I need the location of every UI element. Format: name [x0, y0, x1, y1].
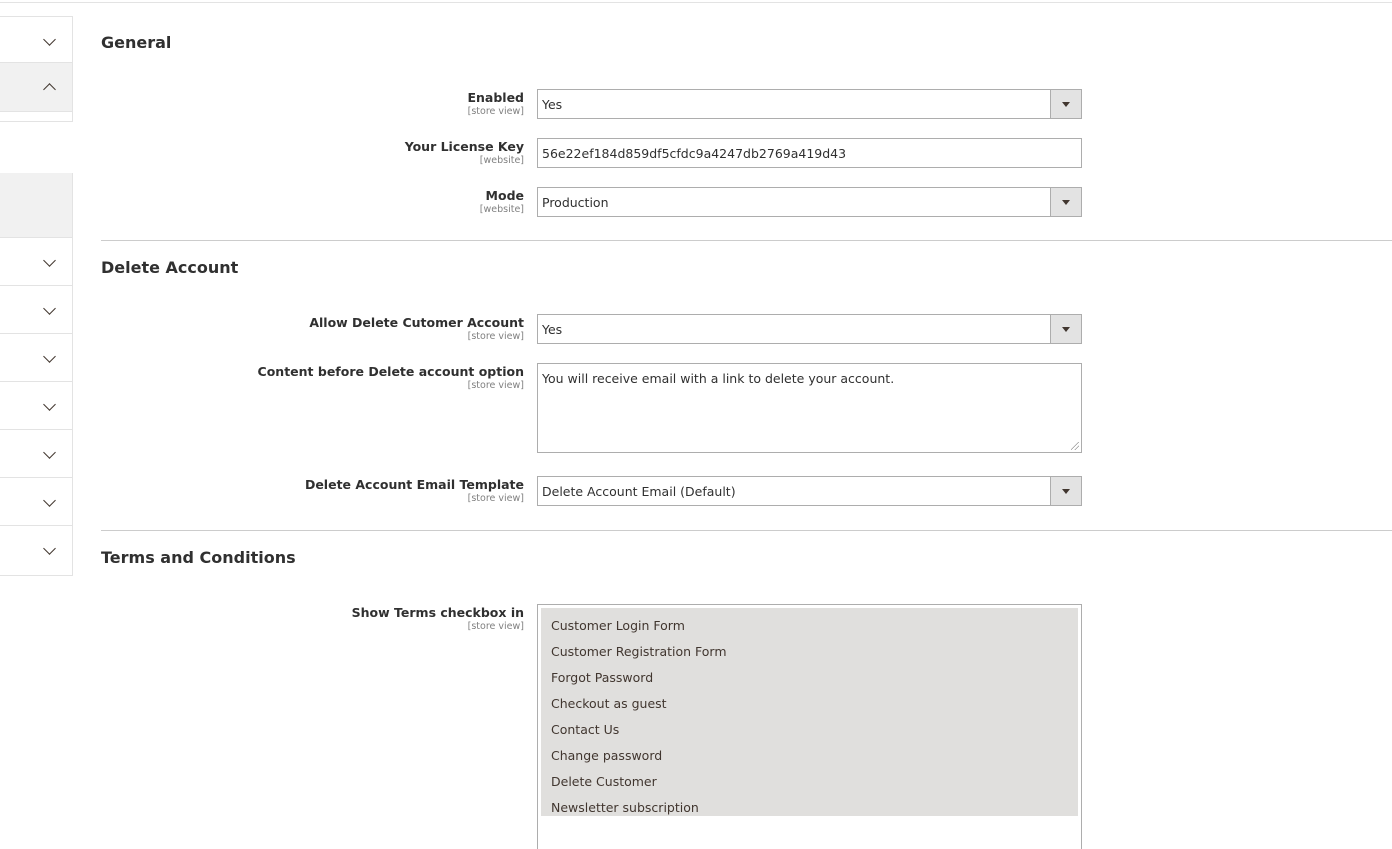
section-title-general[interactable]: General [101, 33, 172, 52]
mode-label [480, 188, 524, 215]
sidebar-active-subitem[interactable] [0, 173, 73, 238]
chevron-down-icon [43, 302, 56, 315]
show-terms-label [352, 605, 524, 632]
chevron-down-icon [43, 398, 56, 411]
dropdown-arrow-icon [1050, 90, 1081, 118]
license-scope: [website] [479, 155, 524, 166]
license-label-text: Your License Key [404, 139, 524, 154]
email-template-select[interactable] [537, 476, 1082, 506]
chevron-down-icon [43, 33, 56, 46]
section-divider [101, 240, 1392, 241]
mode-label-text: Mode [485, 188, 524, 203]
list-item[interactable]: Change password [551, 748, 663, 763]
sidebar-item-3[interactable] [0, 238, 73, 286]
list-item[interactable]: Customer Login Form [551, 618, 685, 633]
resize-grip-icon[interactable] [1071, 442, 1079, 450]
license-key-input[interactable] [537, 138, 1082, 168]
list-item[interactable]: Delete Customer [551, 774, 657, 789]
sidebar-item-1[interactable] [0, 16, 73, 63]
section-divider [101, 530, 1392, 531]
enabled-value: Yes [542, 97, 563, 112]
show-terms-label-text: Show Terms checkbox in [351, 605, 524, 620]
config-sidebar [0, 0, 74, 845]
enabled-label-text: Enabled [467, 90, 524, 105]
content-before-label-text: Content before Delete account option [257, 364, 524, 379]
chevron-down-icon [43, 542, 56, 555]
chevron-down-icon [43, 254, 56, 267]
dropdown-arrow-icon [1050, 315, 1081, 343]
mode-select[interactable] [537, 187, 1082, 217]
show-terms-multiselect[interactable] [537, 604, 1082, 849]
sidebar-item-5[interactable] [0, 334, 73, 382]
license-label [405, 139, 524, 166]
content-before-scope: [store view] [467, 380, 524, 391]
chevron-down-icon [43, 494, 56, 507]
sidebar-item-9[interactable] [0, 526, 73, 576]
list-item[interactable]: Checkout as guest [551, 696, 667, 711]
dropdown-arrow-icon [1050, 188, 1081, 216]
allow-delete-scope: [store view] [467, 331, 524, 342]
allow-delete-label [309, 315, 524, 342]
email-template-scope: [store view] [467, 493, 524, 504]
section-title-delete-account[interactable]: Delete Account [101, 258, 239, 277]
sidebar-item-2[interactable] [0, 63, 73, 112]
sidebar-submenu-bottom [0, 112, 73, 122]
list-item[interactable]: Newsletter subscription [551, 800, 699, 815]
allow-delete-value: Yes [542, 322, 563, 337]
chevron-up-icon [43, 83, 56, 96]
sidebar-item-6[interactable] [0, 382, 73, 430]
chevron-down-icon [43, 446, 56, 459]
email-template-value: Delete Account Email (Default) [542, 484, 736, 499]
multiselect-list [541, 608, 1078, 816]
enabled-label [467, 90, 524, 117]
content-before-textarea[interactable] [537, 363, 1082, 453]
sidebar-item-8[interactable] [0, 478, 73, 526]
list-item[interactable]: Customer Registration Form [551, 644, 727, 659]
chevron-down-icon [43, 350, 56, 363]
sidebar-item-4[interactable] [0, 286, 73, 334]
content-before-value: You will receive email with a link to delete your account. [542, 371, 895, 386]
top-border [0, 2, 1392, 3]
enabled-select[interactable] [537, 89, 1082, 119]
enabled-scope: [store view] [467, 106, 524, 117]
list-item[interactable]: Forgot Password [551, 670, 654, 685]
mode-scope: [website] [479, 204, 524, 215]
dropdown-arrow-icon [1050, 477, 1081, 505]
show-terms-scope: [store view] [467, 621, 524, 632]
list-item[interactable]: Contact Us [551, 722, 620, 737]
license-key-value: 56e22ef184d859df5cfdc9a4247db2769a419d43 [542, 146, 847, 161]
section-title-terms[interactable]: Terms and Conditions [101, 548, 296, 567]
sidebar-item-7[interactable] [0, 430, 73, 478]
allow-delete-label-text: Allow Delete Cutomer Account [309, 315, 524, 330]
allow-delete-select[interactable] [537, 314, 1082, 344]
content-before-label [258, 364, 524, 391]
email-template-label [305, 477, 524, 504]
mode-value: Production [542, 195, 609, 210]
email-template-label-text: Delete Account Email Template [304, 477, 524, 492]
